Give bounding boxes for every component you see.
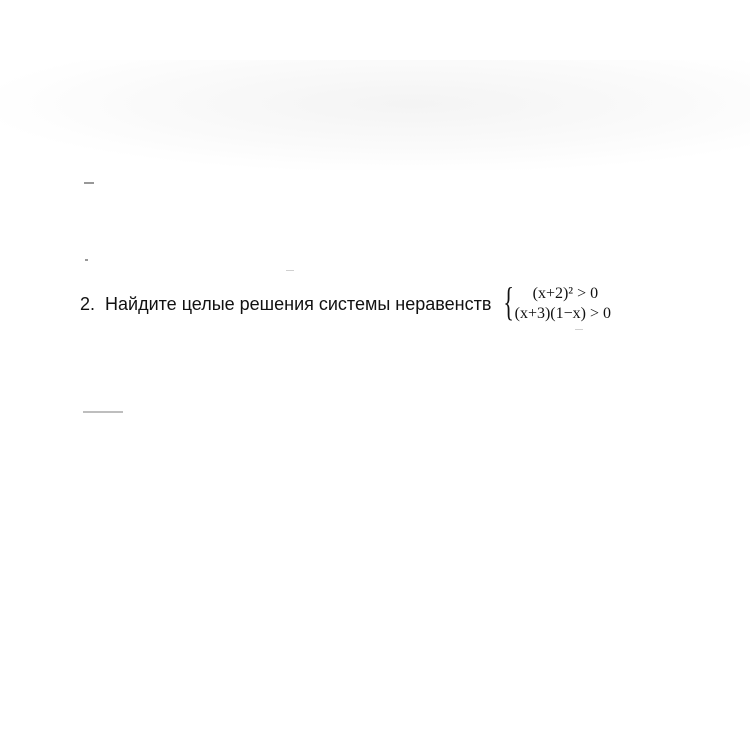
task-2 [80,279,611,324]
scan-artifact [575,329,583,330]
system-brace: { [503,279,515,324]
task-number: 2. [80,293,96,314]
inequality-1: (x+2)² > 0 [532,285,599,302]
scan-artifact [85,259,88,261]
scan-shading [0,60,750,170]
task-text: Найдите целые решения системы неравенств [105,293,492,314]
scan-artifact [83,411,123,413]
scan-artifact [286,270,294,271]
inequality-system [499,279,611,324]
inequality-list [515,284,611,324]
inequality-2: (x+3)(1−x) > 0 [514,305,611,322]
scan-artifact [84,182,94,184]
